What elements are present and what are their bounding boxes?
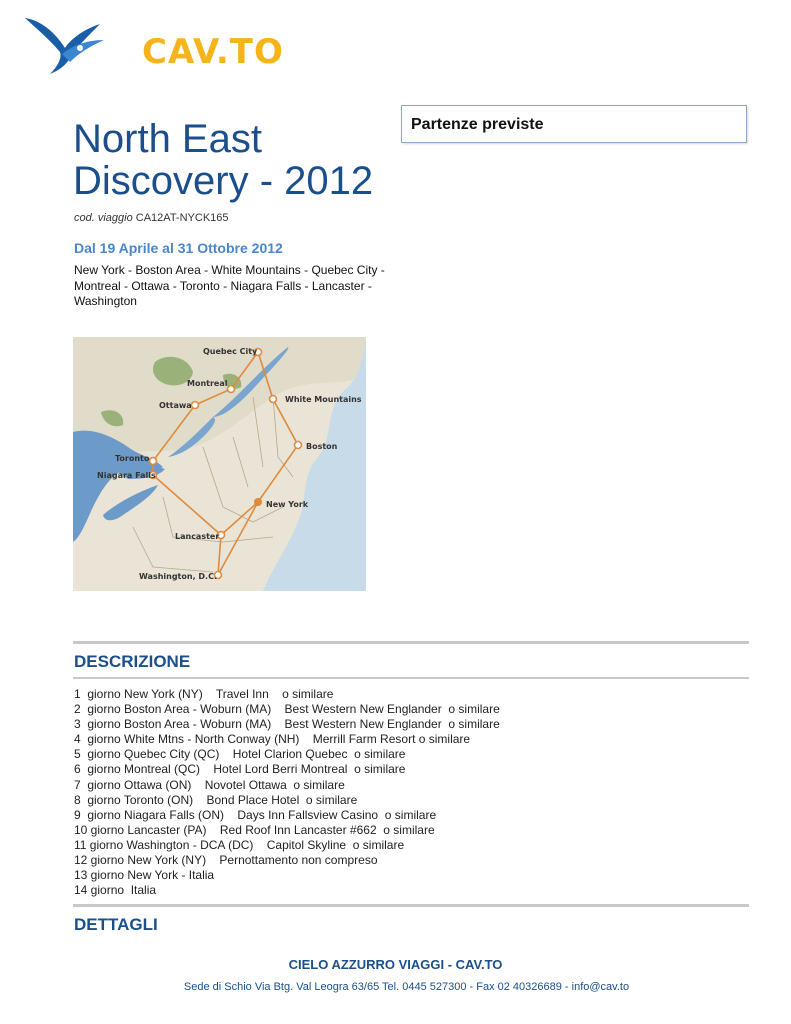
list-item: 5 giorno Quebec City (QC) Hotel Clarion Quebec o similare [74, 747, 406, 762]
map-label-newyork: New York [266, 500, 309, 509]
logo-text: CAV.TO [142, 32, 284, 72]
map-label-ottawa: Ottawa [159, 401, 192, 410]
title-line-2: Discovery - 2012 [73, 159, 374, 203]
route-map [73, 337, 366, 591]
route-map-svg [73, 337, 366, 591]
description-heading: DESCRIZIONE [74, 652, 191, 671]
departures-heading: Partenze previste [411, 116, 544, 133]
map-label-boston: Boston [306, 442, 338, 451]
map-label-quebec: Quebec City [203, 347, 258, 356]
section-divider [73, 904, 749, 907]
map-label-white-mountains: White Mountains [285, 395, 362, 404]
section-divider [73, 677, 749, 679]
list-item: 14 giorno Italia [74, 883, 157, 898]
trip-code-value: CA12AT-NYCK165 [135, 212, 229, 224]
trip-period: Dal 19 Aprile al 31 Ottobre 2012 [74, 240, 283, 256]
footer-company: CIELO AZZURRO VIAGGI - CAV.TO [288, 957, 503, 972]
map-label-lancaster: Lancaster [175, 532, 220, 541]
list-item: 7 giorno Ottawa (ON) Novotel Ottawa o similare [74, 777, 345, 792]
list-item: 4 giorno White Mtns - North Conway (NH) Merrill Farm Resort o similare [74, 732, 471, 747]
list-item: 2 giorno Boston Area - Woburn (MA) Best Western New Englander o similare [74, 702, 500, 717]
list-item: 12 giorno New York (NY) Pernottamento non compreso [74, 853, 378, 868]
list-item: 1 giorno New York (NY) Travel Inn o similare [74, 687, 334, 701]
trip-code-label: cod. viaggio [74, 212, 133, 224]
section-divider [73, 641, 749, 644]
map-label-toronto: Toronto [115, 454, 150, 463]
footer-address: Sede di Schio Via Btg. Val Leogra 63/65 Tel. 0445 527300 - Fax 02 40326689 - info@cav.to [183, 981, 630, 993]
logo [20, 10, 284, 80]
title-line-1: North East [73, 117, 262, 161]
list-item: 6 giorno Montreal (QC) Hotel Lord Berri Montreal o similare [74, 762, 406, 777]
list-item: 13 giorno New York - Italia [74, 868, 215, 883]
itinerary-list [74, 687, 500, 898]
list-item: 9 giorno Niagara Falls (ON) Days Inn Fallsview Casino o similare [74, 807, 437, 822]
trip-code [74, 212, 229, 224]
page-title [73, 118, 393, 202]
map-label-montreal: Montreal [187, 379, 228, 388]
map-label-washington: Washington, D.C. [139, 572, 217, 581]
trip-route: New York - Boston Area - White Mountains - Quebec City - Montreal - Ottawa - Toronto - Niagara Falls - Lancaster - Washington [74, 263, 385, 308]
list-item: 10 giorno Lancaster (PA) Red Roof Inn Lancaster #662 o similare [74, 822, 435, 837]
list-item: 8 giorno Toronto (ON) Bond Place Hotel o similare [74, 792, 358, 807]
list-item: 3 giorno Boston Area - Woburn (MA) Best Western New Englander o similare [74, 717, 500, 732]
bird-logo-icon [20, 10, 130, 80]
departures-box [401, 105, 747, 143]
map-label-niagara: Niagara Falls [97, 471, 156, 480]
details-heading: DETTAGLI [74, 915, 158, 934]
list-item: 11 giorno Washington - DCA (DC) Capitol Skyline o similare [74, 837, 405, 852]
